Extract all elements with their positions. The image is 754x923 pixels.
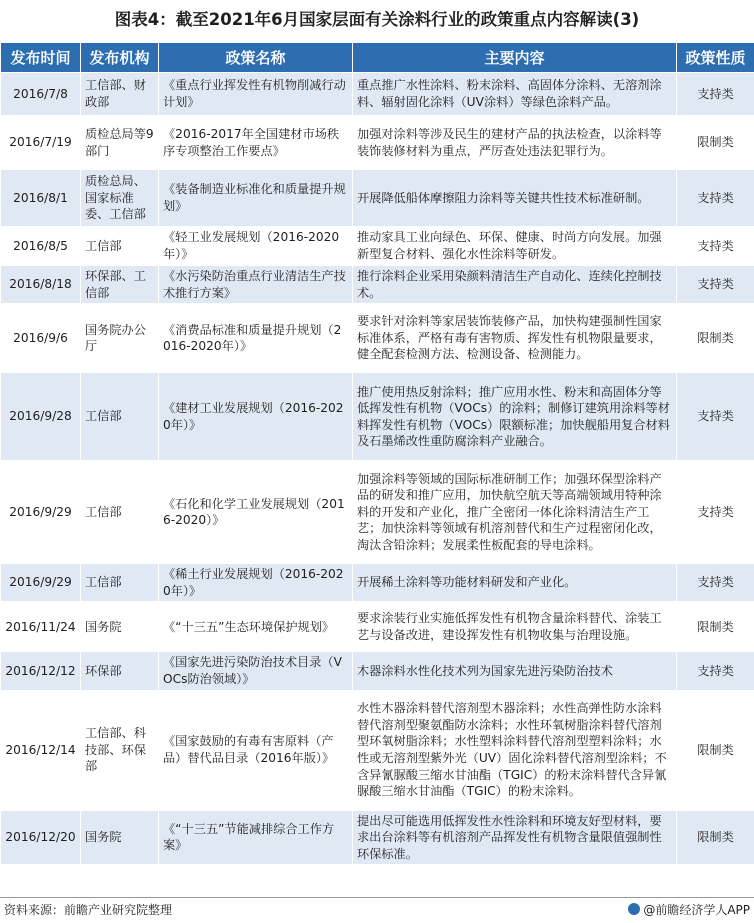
cell-type: 限制类 <box>677 304 754 373</box>
header-type: 政策性质 <box>677 43 754 73</box>
cell-content: 木器涂料水性化技术列为国家先进污染防治技术 <box>353 652 677 690</box>
cell-date: 2016/8/1 <box>1 170 81 227</box>
cell-org: 环保部、工信部 <box>81 266 159 304</box>
cell-type: 支持类 <box>677 73 754 116</box>
cell-date: 2016/9/29 <box>1 564 81 602</box>
cell-type: 支持类 <box>677 373 754 461</box>
cell-policy-name: 《水污染防治重点行业清洁生产技术推行方案》 <box>159 266 353 304</box>
cell-date: 2016/7/8 <box>1 73 81 116</box>
cell-content: 加强涂料等领域的国际标准研制工作；加强环保型涂料产品的研发和推广应用，加快航空航天等高端领域用特种涂料的开发和产业化，推广全密闭一体化涂料清洁生产工艺；加快涂料等领域有机溶剂替代和生产过程密闭化改，淘汰含铅涂料；发展柔性板配套的导电涂料。 <box>353 461 677 564</box>
cell-type: 支持类 <box>677 266 754 304</box>
header-org: 发布机构 <box>81 43 159 73</box>
cell-date: 2016/8/18 <box>1 266 81 304</box>
table-row <box>1 170 754 227</box>
cell-org: 工信部、科技部、环保部 <box>81 690 159 810</box>
cell-content: 要求涂装行业实施低挥发性有机物含量涂料替代、涂装工艺与设备改进，建设挥发性有机物收集与治理设施。 <box>353 602 677 652</box>
cell-policy-name: 《国家鼓励的有毒有害原料（产品）替代品目录（2016年版）》 <box>159 690 353 810</box>
cell-type: 支持类 <box>677 227 754 266</box>
table-row <box>1 652 754 690</box>
table-row <box>1 73 754 116</box>
cell-policy-name: 《石化和化学工业发展规划（2016-2020）》 <box>159 461 353 564</box>
source-note: 资料来源：前瞻产业研究院整理 <box>4 903 173 917</box>
cell-org: 工信部 <box>81 564 159 602</box>
cell-org: 环保部 <box>81 652 159 690</box>
cell-policy-name: 《稀土行业发展规划（2016-2020年）》 <box>159 564 353 602</box>
cell-content: 水性木器涂料替代溶剂型木器涂料；水性高弹性防水涂料替代溶剂型聚氨酯防水涂料；水性环氧树脂涂料替代溶剂型环氧树脂涂料；水性塑料涂料替代溶剂型塑料涂料；水性或无溶剂型紫外光（UV）固化涂料替代溶剂型涂料；不含异氰脲酸三缩水甘油酯（TGIC）的粉末涂料替代含异氰脲酸三缩水甘油酯（TGIC）的粉末涂料。 <box>353 690 677 810</box>
cell-date: 2016/12/20 <box>1 810 81 865</box>
header-content: 主要内容 <box>353 43 677 73</box>
table-row <box>1 564 754 602</box>
policy-table <box>0 42 754 865</box>
table-row <box>1 304 754 373</box>
cell-policy-name: 《消费品标准和质量提升规划（2016-2020年）》 <box>159 304 353 373</box>
cell-org: 国务院 <box>81 810 159 865</box>
cell-date: 2016/7/19 <box>1 116 81 170</box>
cell-policy-name: 《重点行业挥发性有机物削减行动计划》 <box>159 73 353 116</box>
table-row <box>1 461 754 564</box>
cell-org: 国务院办公厅 <box>81 304 159 373</box>
cell-type: 限制类 <box>677 690 754 810</box>
cell-policy-name: 《“十三五”生态环境保护规划》 <box>159 602 353 652</box>
cell-date: 2016/11/24 <box>1 602 81 652</box>
header-policy-name: 政策名称 <box>159 43 353 73</box>
cell-date: 2016/9/6 <box>1 304 81 373</box>
cell-policy-name: 《2016-2017年全国建材市场秩序专项整治工作要点》 <box>159 116 353 170</box>
cell-date: 2016/9/28 <box>1 373 81 461</box>
cell-type: 支持类 <box>677 461 754 564</box>
cell-content: 重点推广水性涂料、粉末涂料、高固体分涂料、无溶剂涂料、辐射固化涂料（UV涂料）等绿色涂料产品。 <box>353 73 677 116</box>
footer <box>0 897 754 922</box>
header-date: 发布时间 <box>1 43 81 73</box>
cell-policy-name: 《国家先进污染防治技术目录（VOCs防治领域）》 <box>159 652 353 690</box>
qianzhan-logo-icon <box>628 903 640 915</box>
cell-date: 2016/9/29 <box>1 461 81 564</box>
cell-policy-name: 《建材工业发展规划（2016-2020年）》 <box>159 373 353 461</box>
cell-org: 工信部 <box>81 227 159 266</box>
cell-type: 支持类 <box>677 652 754 690</box>
table-row <box>1 227 754 266</box>
cell-date: 2016/8/5 <box>1 227 81 266</box>
table-row <box>1 373 754 461</box>
cell-date: 2016/12/14 <box>1 690 81 810</box>
cell-date: 2016/12/12 <box>1 652 81 690</box>
table-body <box>1 73 754 865</box>
cell-content: 提出尽可能选用低挥发性水性涂料和环境友好型材料，要求出台涂料等有机溶剂产品挥发性有机物含量限值强制性环保标准。 <box>353 810 677 865</box>
table-header-row <box>1 43 754 73</box>
cell-org: 国务院 <box>81 602 159 652</box>
cell-org: 工信部、财政部 <box>81 73 159 116</box>
table-row <box>1 116 754 170</box>
cell-content: 推动家具工业向绿色、环保、健康、时尚方向发展。加强新型复合材料、强化水性涂料等研发。 <box>353 227 677 266</box>
cell-policy-name: 《轻工业发展规划（2016-2020年）》 <box>159 227 353 266</box>
brand-credit <box>628 898 750 922</box>
table-row <box>1 602 754 652</box>
table-title: 图表4：截至2021年6月国家层面有关涂料行业的政策重点内容解读(3) <box>114 10 640 29</box>
table-row <box>1 266 754 304</box>
cell-policy-name: 《“十三五”节能减排综合工作方案》 <box>159 810 353 865</box>
cell-org: 质检总局等9部门 <box>81 116 159 170</box>
cell-org: 工信部 <box>81 461 159 564</box>
cell-type: 限制类 <box>677 602 754 652</box>
cell-type: 支持类 <box>677 564 754 602</box>
cell-content: 开展稀土涂料等功能材料研发和产业化。 <box>353 564 677 602</box>
cell-content: 要求针对涂料等家居装饰装修产品，加快构建强制性国家标准体系，严格有毒有害物质、挥发性有机物限量要求，健全配套检测方法、检测设备、检测能力。 <box>353 304 677 373</box>
cell-content: 开展降低船体摩擦阻力涂料等关键共性技术标准研制。 <box>353 170 677 227</box>
cell-org: 质检总局、国家标准委、工信部 <box>81 170 159 227</box>
table-row <box>1 690 754 810</box>
cell-content: 推广使用热反射涂料；推广应用水性、粉末和高固体分等低挥发性有机物（VOCs）的涂料；制修订建筑用涂料等材料挥发性有机物（VOCs）限额标准；加快舰船用复合材料及石墨烯改性重防腐涂料产业融合。 <box>353 373 677 461</box>
cell-org: 工信部 <box>81 373 159 461</box>
table-row <box>1 810 754 865</box>
cell-type: 限制类 <box>677 810 754 865</box>
cell-type: 支持类 <box>677 170 754 227</box>
cell-content: 加强对涂料等涉及民生的建材产品的执法检查，以涂料等装饰装修材料为重点，严厉查处违法犯罪行为。 <box>353 116 677 170</box>
cell-type: 限制类 <box>677 116 754 170</box>
brand-text: @前瞻经济学人APP <box>643 903 750 917</box>
cell-content: 推行涂料企业采用染颜料清洁生产自动化、连续化控制技术。 <box>353 266 677 304</box>
cell-policy-name: 《装备制造业标准化和质量提升规划》 <box>159 170 353 227</box>
